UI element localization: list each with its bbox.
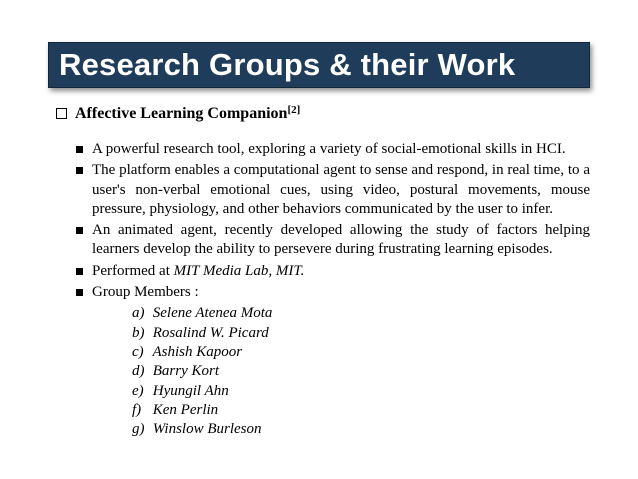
performed-prefix: Performed at — [92, 262, 174, 279]
member-label: d) — [132, 363, 145, 380]
bullet-item: An animated agent, recently developed allowing the study of factors helping learners develop the ability to persevere during frustrating learning episodes. — [75, 221, 590, 260]
member-item — [132, 401, 590, 420]
member-name: Ken Perlin — [152, 401, 219, 418]
group-members-label: Group Members : — [92, 284, 199, 301]
members-list — [132, 304, 590, 439]
section-heading-text: Affective Learning Companion — [75, 105, 288, 122]
citation-marker: [2] — [287, 104, 301, 116]
slide-title-bar — [48, 42, 590, 88]
member-name: Ashish Kapoor — [152, 343, 243, 360]
member-item — [132, 420, 590, 439]
member-label: g) — [132, 421, 145, 438]
member-name: Rosalind W. Picard — [152, 324, 269, 341]
member-name: Hyungil Ahn — [152, 382, 229, 399]
member-name: Selene Atenea Mota — [152, 305, 273, 322]
bullet-item: A powerful research tool, exploring a variety of social-emotional skills in HCI. — [75, 140, 590, 159]
performed-place: MIT Media Lab, MIT. — [173, 262, 305, 279]
member-label: f) — [132, 401, 142, 418]
slide-title: Research Groups & their Work — [59, 47, 516, 82]
member-item — [132, 304, 590, 323]
member-label: a) — [132, 305, 145, 322]
checkbox-bullet-icon — [56, 108, 67, 119]
bullet-item: The platform enables a computational agent to sense and respond, in real time, to a user's non-verbal emotional cues, using video, postural movements, mouse pressure, physiology, and other behaviors communicated by the user to infer. — [75, 161, 590, 219]
member-name: Barry Kort — [152, 363, 220, 380]
member-label: e) — [132, 382, 144, 399]
member-name: Winslow Burleson — [152, 421, 262, 438]
member-item — [132, 324, 590, 343]
bullet-list — [75, 140, 590, 439]
member-label: c) — [132, 343, 144, 360]
member-label: b) — [132, 324, 145, 341]
section-heading — [56, 104, 300, 123]
bullet-item-performed-at — [75, 262, 590, 281]
member-item — [132, 362, 590, 381]
bullet-item-group-members — [75, 283, 590, 302]
member-item — [132, 382, 590, 401]
member-item — [132, 343, 590, 362]
